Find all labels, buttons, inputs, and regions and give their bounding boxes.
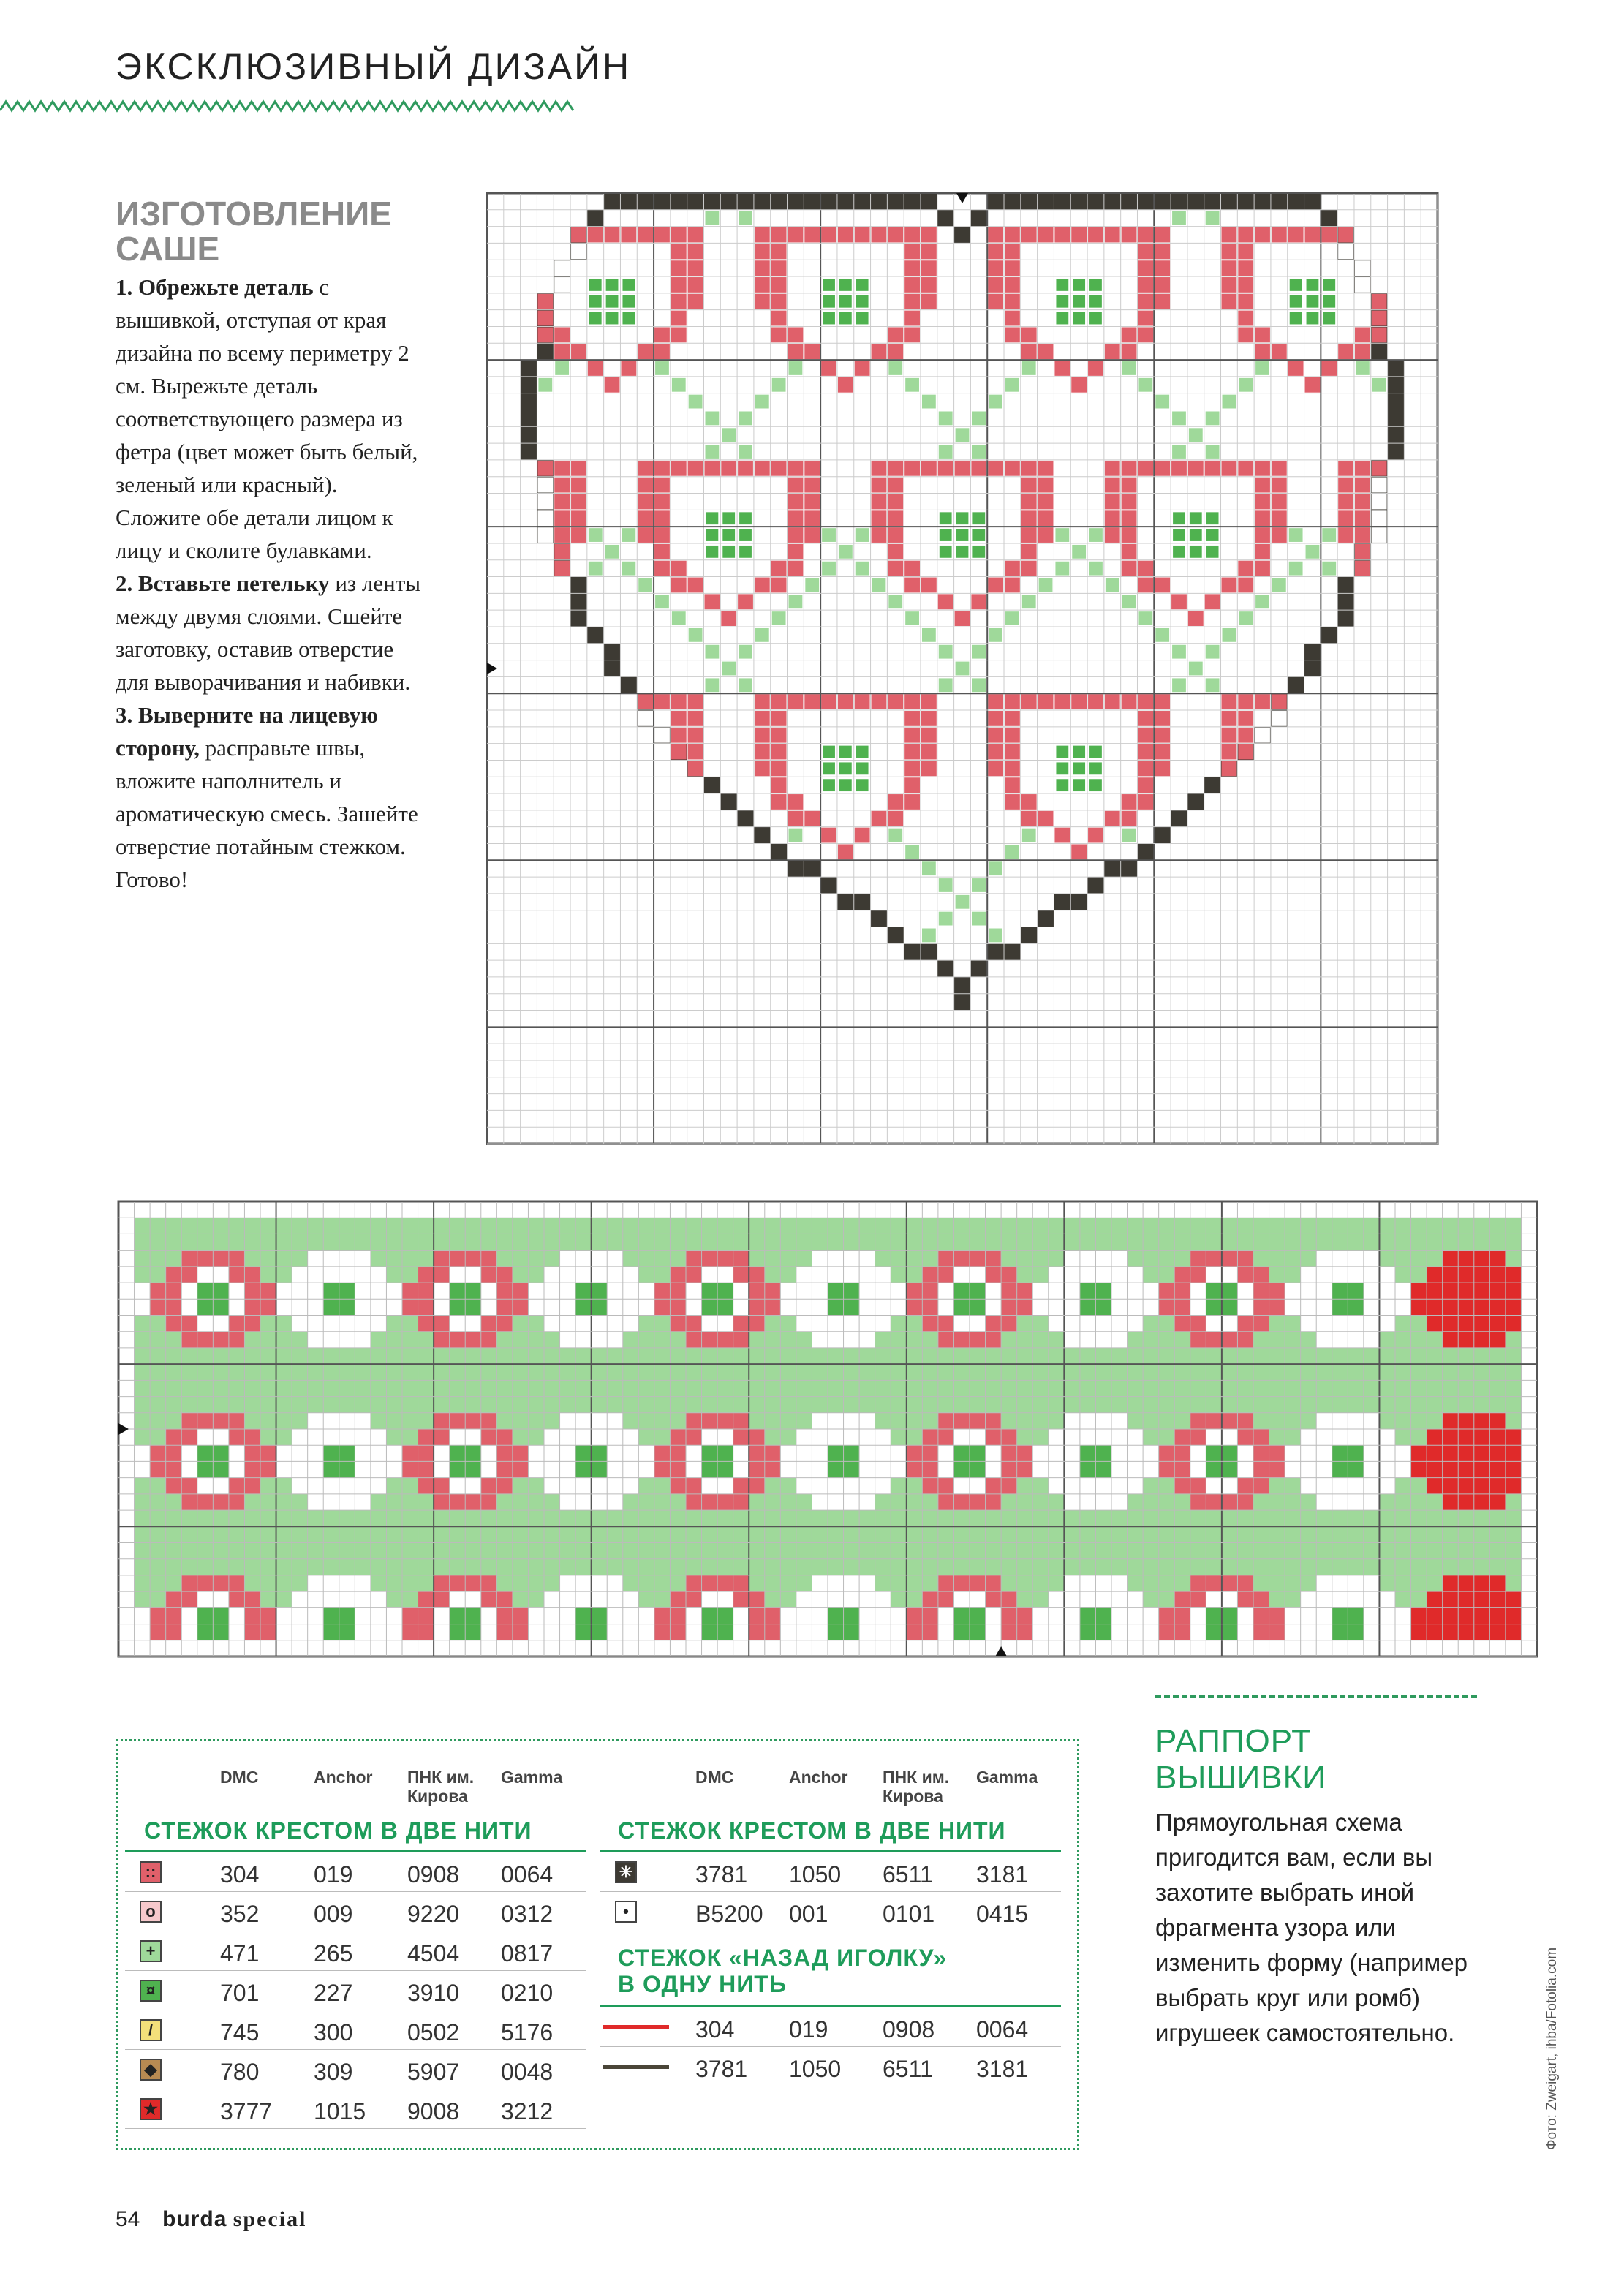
legend-dmc-value: 471 (220, 1940, 260, 1967)
legend-dmc-value: 304 (695, 2016, 735, 2043)
legend-gamma-value: 0817 (501, 1940, 554, 1967)
legend-right-rows (600, 1852, 1061, 1933)
symbol-swatch-icon: + (140, 1940, 162, 1962)
legend-row (125, 2010, 586, 2050)
legend-gamma-value: 3181 (976, 2056, 1029, 2082)
symbol-swatch-icon: o (140, 1901, 162, 1923)
legend-pnk-value: 9220 (407, 1901, 460, 1927)
legend-header-pnk-right (883, 1768, 949, 1806)
rapport-cross-stitch-chart (116, 1199, 1541, 1659)
backstitch-line-swatch (603, 2025, 669, 2029)
step-3 (116, 698, 423, 896)
section-title: ЭКСКЛЮЗИВНЫЙ ДИЗАЙН (116, 46, 632, 87)
legend-pnk-value: 0502 (407, 2019, 460, 2046)
legend-gamma-value: 3212 (501, 2098, 554, 2124)
instructions-title-line1: ИЗГОТОВЛЕНИЕ (116, 195, 392, 233)
legend-header-gamma-right: Gamma (976, 1768, 1038, 1787)
step-1 (116, 271, 423, 567)
backstitch-line-swatch (603, 2065, 669, 2069)
legend-row (125, 1892, 586, 1931)
legend-dmc-value: 745 (220, 2019, 260, 2046)
legend-gamma-value: 0415 (976, 1901, 1029, 1927)
step-2-heading: 2. Вставьте петельку (116, 570, 330, 596)
symbol-swatch-icon: ◆ (140, 2059, 162, 2081)
legend-anchor-value: 227 (314, 1980, 353, 2006)
legend-anchor-value: 309 (314, 2059, 353, 2085)
legend-dmc-value: 701 (220, 1980, 260, 2006)
legend-row (125, 2050, 586, 2089)
step-3-heading: 3. Выверните на лицевую сторону, (116, 702, 378, 761)
legend-gamma-value: 0064 (976, 2016, 1029, 2043)
legend-gamma-value: 0312 (501, 1901, 554, 1927)
legend-header-pnk-right-line2: Кирова (883, 1787, 943, 1806)
step-2-text: из ленты между двумя слоями. Сшейте заготовку, оставив отверстие для выворачивания и набивки. (116, 570, 421, 695)
legend-header-pnk-right-line1: ПНК им. (883, 1768, 950, 1787)
page-number: 54 (116, 2207, 140, 2231)
step-2 (116, 567, 423, 698)
legend-pnk-value: 3910 (407, 1980, 460, 2006)
legend-header-pnk (407, 1768, 474, 1806)
legend-gamma-value: 0064 (501, 1861, 554, 1888)
symbol-swatch-icon: • (615, 1901, 637, 1923)
legend-anchor-value: 001 (789, 1901, 828, 1927)
legend-pnk-value: 0101 (883, 1901, 935, 1927)
legend-header-gamma: Gamma (501, 1768, 563, 1787)
legend-backstitch-row (600, 2047, 1061, 2086)
legend-pnk-value: 0908 (883, 2016, 935, 2043)
legend-pnk-value: 5907 (407, 2059, 460, 2085)
legend-header-pnk-line1: ПНК им. (407, 1768, 475, 1787)
symbol-swatch-icon: ¤ (140, 1980, 162, 2002)
legend-gamma-value: 0048 (501, 2059, 554, 2085)
legend-cross-title: СТЕЖОК КРЕСТОМ В ДВЕ НИТИ (144, 1817, 532, 1844)
legend-header-dmc-right: DMC (695, 1768, 734, 1787)
svg-text:Фото: Zweigart, ihba/Fotolia.c: Фото: Zweigart, ihba/Fotolia.com (1544, 1947, 1560, 2150)
legend-backstitch-title-line1: СТЕЖОК «НАЗАД ИГОЛКУ» (618, 1945, 948, 1971)
legend-pnk-value: 6511 (883, 2056, 933, 2082)
legend-anchor-value: 1015 (314, 2098, 366, 2124)
legend-left-rows (125, 1852, 586, 2130)
instructions-title (116, 196, 392, 266)
symbol-swatch-icon: ★ (140, 2098, 162, 2120)
legend-gamma-value: 3181 (976, 1861, 1029, 1888)
legend-header-anchor-right: Anchor (789, 1768, 848, 1787)
legend-anchor-value: 265 (314, 1940, 353, 1967)
rapport-title-line1: РАППОРТ (1155, 1723, 1312, 1759)
symbol-swatch-icon: / (140, 2019, 162, 2041)
legend-header-pnk-line2: Кирова (407, 1787, 468, 1806)
legend-pnk-value: 0908 (407, 1861, 460, 1888)
legend-dmc-value: 3777 (220, 2098, 273, 2124)
step-3-text: расправьте швы, вложите наполнитель и ароматическую смесь. Зашейте отверстие потайным стежком. Готово! (116, 735, 418, 892)
brand-logo: burda (162, 2207, 227, 2231)
legend-dmc-value: B5200 (695, 1901, 763, 1927)
symbol-swatch-icon: :: (140, 1861, 162, 1883)
legend-row-separator (125, 2128, 586, 2129)
legend-anchor-value: 300 (314, 2019, 353, 2046)
rapport-title-line2: ВЫШИВКИ (1155, 1760, 1326, 1795)
color-legend (116, 1739, 1079, 2150)
step-1-text: с вышивкой, отступая от края дизайна по всему периметру 2 см. Вырежьте деталь соответствующего размера из фетра (цвет может быть белый, зеленый или красный). Сложите обе детали лицом к лицу и сколите булавками. (116, 274, 418, 563)
legend-anchor-value: 019 (789, 2016, 828, 2043)
legend-dmc-value: 3781 (695, 1861, 748, 1888)
legend-anchor-value: 009 (314, 1901, 353, 1927)
legend-gamma-value: 5176 (501, 2019, 554, 2046)
brand-suffix: special (233, 2207, 307, 2231)
heart-cross-stitch-chart (486, 192, 1473, 1145)
legend-anchor-value: 019 (314, 1861, 353, 1888)
legend-header-anchor: Anchor (314, 1768, 373, 1787)
legend-row (125, 1931, 586, 1971)
legend-dmc-value: 3781 (695, 2056, 748, 2082)
instructions-steps (116, 271, 423, 896)
legend-anchor-value: 1050 (789, 2056, 842, 2082)
legend-row (125, 1852, 586, 1892)
rapport-text: Прямоугольная схема пригодится вам, если вы захотите выбрать иной фрагмента узора или изменить форму (например выбрать круг или ромб) игрушеек самостоятельно. (1155, 1809, 1468, 2046)
legend-backstitch-row (600, 2007, 1061, 2047)
legend-row (125, 2089, 586, 2129)
legend-row (600, 1892, 1061, 1931)
legend-dmc-value: 780 (220, 2059, 260, 2085)
rapport-divider (1155, 1695, 1477, 1698)
legend-row (125, 1971, 586, 2010)
legend-pnk-value: 6511 (883, 1861, 933, 1888)
step-1-heading: 1. Обрежьте деталь (116, 274, 314, 300)
legend-anchor-value: 1050 (789, 1861, 842, 1888)
legend-header-dmc: DMC (220, 1768, 259, 1787)
symbol-swatch-icon: ✳ (615, 1861, 637, 1883)
legend-backstitch-rows (600, 2007, 1061, 2088)
legend-row (600, 1852, 1061, 1892)
legend-backstitch-title (618, 1945, 947, 1997)
legend-dmc-value: 304 (220, 1861, 260, 1888)
page-footer (116, 2207, 306, 2232)
legend-cross-title-right: СТЕЖОК КРЕСТОМ В ДВЕ НИТИ (618, 1817, 1006, 1844)
legend-backstitch-title-line2: В ОДНУ НИТЬ (618, 1971, 787, 1997)
legend-gamma-value: 0210 (501, 1980, 554, 2006)
legend-pnk-value: 4504 (407, 1940, 460, 1967)
legend-pnk-value: 9008 (407, 2098, 460, 2124)
legend-dmc-value: 352 (220, 1901, 260, 1927)
zigzag-divider (0, 99, 578, 113)
instructions-title-line2: САШЕ (116, 230, 220, 268)
rapport-title (1155, 1723, 1326, 1796)
photo-credit (1536, 1901, 1565, 2150)
